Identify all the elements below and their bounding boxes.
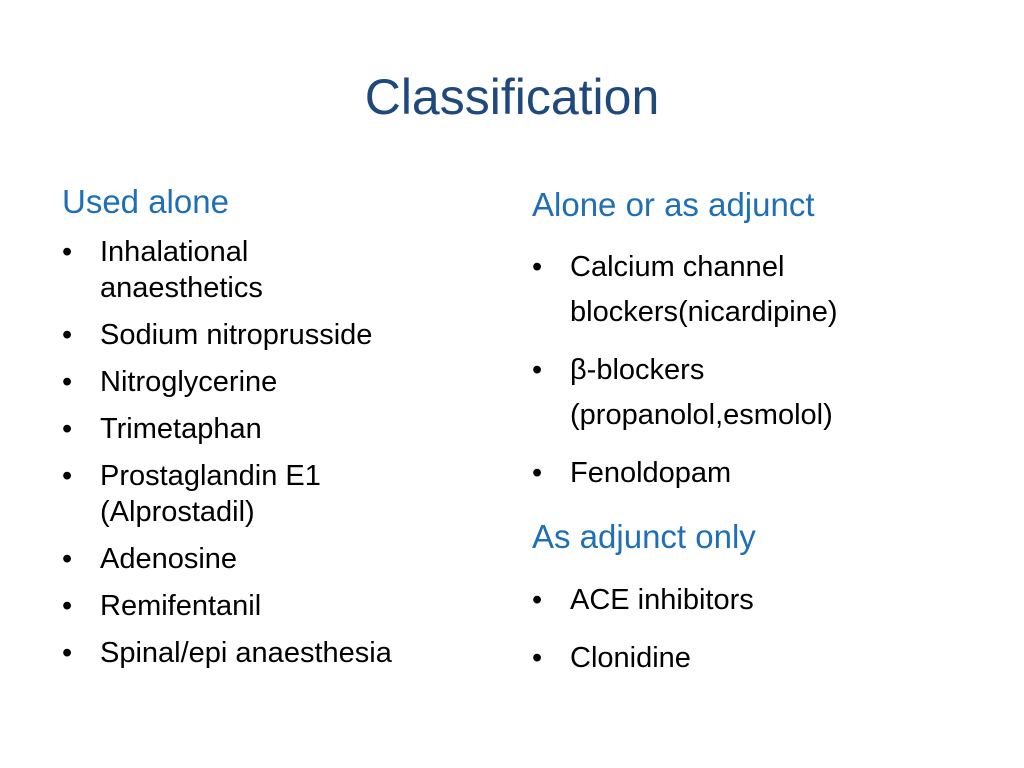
bullet-icon: • — [532, 251, 543, 283]
bullet-icon: • — [62, 543, 73, 575]
left-column-heading: Used alone — [62, 183, 229, 220]
list-item-text: (Alprostadil) — [100, 496, 255, 528]
slide-title: Classification — [364, 69, 660, 125]
bullet-icon: • — [62, 590, 73, 622]
list-item — [62, 317, 392, 353]
list-item-text: Remifentanil — [100, 590, 262, 622]
right-bullet-list-1 — [532, 245, 838, 509]
list-item-text: Fenoldopam — [570, 457, 732, 489]
list-item — [62, 588, 392, 624]
list-item-text: Calcium channel — [570, 251, 785, 283]
list-item-text: Nitroglycerine — [100, 366, 278, 398]
bullet-icon: • — [62, 236, 73, 268]
list-item-text: Clonidine — [570, 642, 691, 674]
bullet-icon: • — [62, 366, 73, 398]
right-column-heading-alone-or-adjunct: Alone or as adjunct — [532, 186, 815, 223]
list-item — [532, 348, 838, 438]
list-item-text: Adenosine — [100, 543, 238, 575]
list-item-text: Prostaglandin E1 — [100, 460, 321, 492]
bullet-icon: • — [532, 457, 543, 489]
bullet-icon: • — [62, 319, 73, 351]
list-item-text: anaesthetics — [100, 272, 263, 304]
list-item-text: Sodium nitroprusside — [100, 319, 373, 351]
list-item-text: (propanolol,esmolol) — [570, 399, 833, 431]
left-bullet-list — [62, 234, 392, 682]
right-column-heading-adjunct-only: As adjunct only — [532, 518, 756, 555]
bullet-icon: • — [532, 354, 543, 386]
list-item — [62, 635, 392, 671]
list-item — [62, 458, 392, 530]
list-item — [532, 451, 838, 496]
bullet-icon: • — [62, 413, 73, 445]
list-item-text: blockers(nicardipine) — [570, 296, 838, 328]
bullet-icon: • — [532, 584, 543, 616]
list-item-text: Trimetaphan — [100, 413, 262, 445]
list-item — [532, 245, 838, 335]
right-bullet-list-2 — [532, 578, 754, 694]
list-item — [62, 541, 392, 577]
list-item-text: β-blockers — [570, 354, 705, 386]
list-item-text: Spinal/epi anaesthesia — [100, 637, 392, 669]
list-item-text: ACE inhibitors — [570, 584, 754, 616]
list-item — [62, 364, 392, 400]
bullet-icon: • — [532, 642, 543, 674]
list-item-text: Inhalational — [100, 236, 249, 268]
list-item — [532, 636, 754, 681]
bullet-icon: • — [62, 637, 73, 669]
list-item — [62, 234, 392, 306]
list-item — [62, 411, 392, 447]
bullet-icon: • — [62, 460, 73, 492]
list-item — [532, 578, 754, 623]
